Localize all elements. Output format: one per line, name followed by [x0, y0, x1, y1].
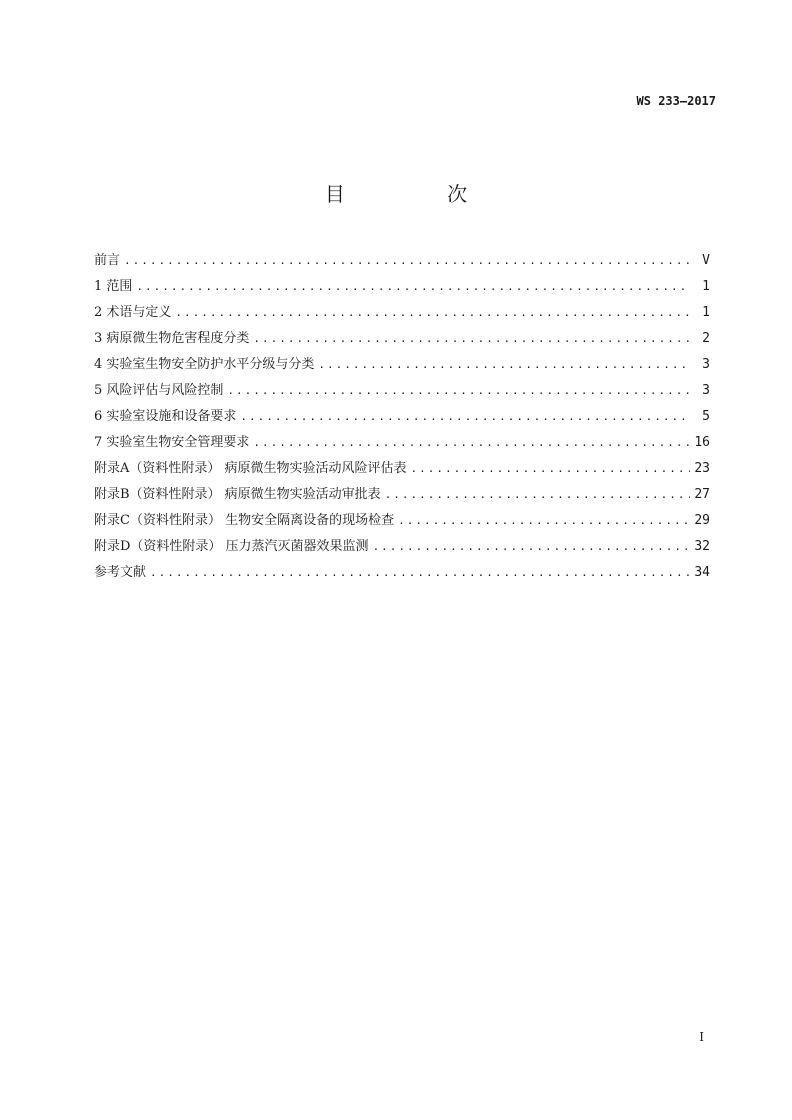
toc-entry-label: 附录D（资料性附录） 压力蒸汽灭菌器效果监测: [94, 539, 369, 554]
toc-entry-page: 3: [702, 383, 710, 398]
toc-entry-page: 16: [694, 435, 710, 450]
toc-entry-page: 2: [702, 331, 710, 346]
toc-entry-label: 前言: [94, 253, 121, 268]
dot-leader: [150, 560, 690, 586]
toc-entry-appendix-c[interactable]: [94, 508, 710, 534]
toc-entry-management[interactable]: [94, 430, 710, 456]
page-number: I: [699, 1030, 704, 1044]
page-title: 目 次: [324, 182, 516, 206]
toc-entry-hazard-classification[interactable]: [94, 326, 710, 352]
table-of-contents: [94, 248, 710, 586]
toc-entry-references[interactable]: [94, 560, 710, 586]
toc-entry-page: 29: [694, 513, 710, 528]
toc-entry-protection-levels[interactable]: [94, 352, 710, 378]
toc-entry-label: 附录A（资料性附录） 病原微生物实验活动风险评估表: [94, 461, 407, 476]
dot-leader: [398, 508, 690, 534]
toc-entry-page: 1: [702, 279, 710, 294]
toc-entry-label: 1 范围: [94, 279, 133, 294]
dot-leader: [136, 274, 690, 300]
dot-leader: [175, 300, 690, 326]
toc-entry-facilities[interactable]: [94, 404, 710, 430]
dot-leader: [318, 352, 690, 378]
toc-entry-terms[interactable]: [94, 300, 710, 326]
toc-entry-label: 7 实验室生物安全管理要求: [94, 435, 250, 450]
toc-entry-page: 34: [694, 565, 710, 580]
dot-leader: [373, 534, 690, 560]
dot-leader: [253, 430, 690, 456]
standard-code: WS 233—2017: [636, 94, 716, 108]
dot-leader: [253, 326, 690, 352]
toc-entry-page: 27: [694, 487, 710, 502]
toc-entry-label: 4 实验室生物安全防护水平分级与分类: [94, 357, 315, 372]
toc-entry-label: 3 病原微生物危害程度分类: [94, 331, 250, 346]
toc-entry-label: 附录C（资料性附录） 生物安全隔离设备的现场检查: [94, 513, 395, 528]
toc-entry-scope[interactable]: [94, 274, 710, 300]
toc-entry-appendix-a[interactable]: [94, 456, 710, 482]
toc-entry-page: 32: [694, 539, 710, 554]
toc-entry-page: 3: [702, 357, 710, 372]
toc-entry-label: 参考文献: [94, 565, 147, 580]
toc-entry-page: V: [702, 253, 710, 268]
dot-leader: [385, 482, 690, 508]
toc-entry-page: 23: [694, 461, 710, 476]
toc-entry-label: 5 风险评估与风险控制: [94, 383, 224, 398]
toc-entry-risk-assessment[interactable]: [94, 378, 710, 404]
toc-entry-page: 5: [702, 409, 710, 424]
toc-entry-label: 6 实验室设施和设备要求: [94, 409, 237, 424]
toc-entry-foreword[interactable]: [94, 248, 710, 274]
toc-entry-label: 附录B（资料性附录） 病原微生物实验活动审批表: [94, 487, 381, 502]
dot-leader: [411, 456, 690, 482]
dot-leader: [227, 378, 690, 404]
dot-leader: [240, 404, 690, 430]
toc-entry-page: 1: [702, 305, 710, 320]
toc-entry-appendix-b[interactable]: [94, 482, 710, 508]
toc-entry-appendix-d[interactable]: [94, 534, 710, 560]
toc-entry-label: 2 术语与定义: [94, 305, 172, 320]
dot-leader: [124, 248, 690, 274]
